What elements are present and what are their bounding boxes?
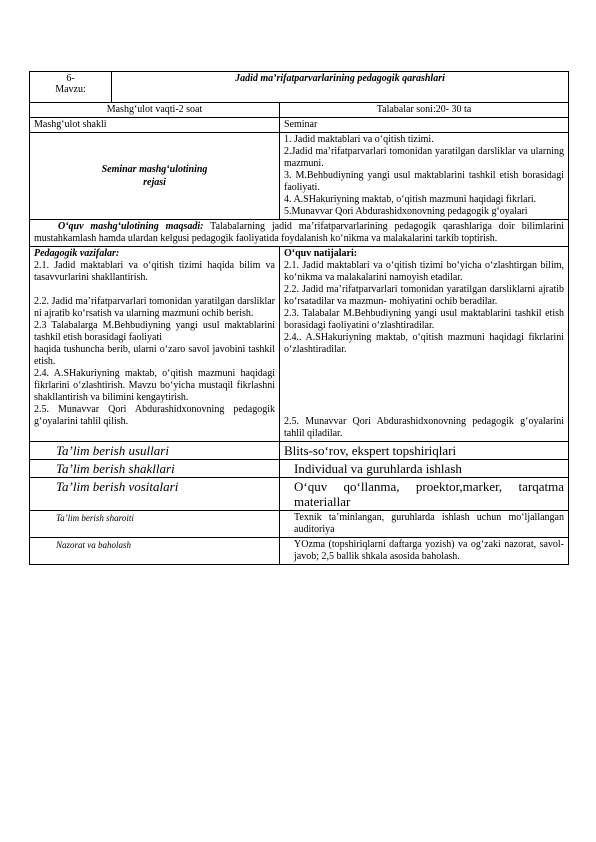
lesson-time: Mashg‘ulot vaqti-2 soat <box>30 103 280 118</box>
plan-list <box>280 133 569 220</box>
result-item: 2.2. Jadid ma’rifatparvarlari tomonidan yaratilgan darsliklarni ajratib ko‘rsatadilar va mazmun- mohiyatini ochib beradilar. <box>284 284 564 307</box>
form-row <box>30 118 569 133</box>
task-item: 2.1. Jadid maktablari va o‘qitish tizimi haqida bilim va tasavvurlarini shakllantirish. <box>34 260 275 283</box>
lesson-plan-table <box>29 71 569 565</box>
goal-label: O‘quv mashg‘ulotining maqsadi: <box>58 221 204 232</box>
plan-item: 4. A.SHakuriyning maktab, o‘qitish mazmuni haqidagi fikrlari. <box>284 194 537 205</box>
topic-label: Mavzu: <box>55 84 86 95</box>
goal-text: Talabalarning jadid ma’rifatparvarlarining pedagogik qarashlariga doir bilimlarini mustahkamlash hamda ulardan kelgusi pedagogik faoliyatida foydalanish ko‘nikma va malakalarini tarkib toptirish. <box>34 221 564 244</box>
assessment-row <box>30 538 569 565</box>
goal-cell <box>30 220 569 247</box>
lesson-form-label: Mashg‘ulot shakli <box>30 118 280 133</box>
plan-item: 5.Munavvar Qori Abdurashidxonovning pedagogik g‘oyalari <box>284 206 528 217</box>
tasks-results-row <box>30 247 569 442</box>
methods-row <box>30 442 569 460</box>
methods-value: Blits-so‘rov, ekspert topshiriqlari <box>280 442 569 460</box>
tools-label: Ta’lim berish vositalari <box>30 478 280 511</box>
topic-title: Jadid ma’rifatparvarlarining pedagogik qarashlari <box>112 72 569 103</box>
result-item: 2.1. Jadid maktablari va o‘qitish tizimi bo‘yicha o‘zlashtirgan bilim, ko‘nikma va malakalarini namoyish etadilar. <box>284 260 564 283</box>
plan-label-line2: rejasi <box>143 177 166 188</box>
result-item: 2.3. Talabalar M.Behbudiyning yangi usul maktablarini tashkil etish borasidagi faoliyatini o‘zlashtiradilar. <box>284 308 564 331</box>
plan-row <box>30 133 569 220</box>
conditions-row <box>30 511 569 538</box>
results-cell <box>280 247 569 442</box>
task-item: 2.3 Talabalarga M.Behbudiyning yangi usul maktablarini tashkil etish borasidagi faoliyati <box>34 320 275 343</box>
topic-number: 6- <box>66 73 75 84</box>
conditions-value: Texnik ta’minlangan, guruhlarda ishlash uchun mo‘ljallangan auditoriya <box>280 511 569 538</box>
forms-label: Ta’lim berish shakllari <box>30 460 280 478</box>
result-item: 2.4.. A.SHakuriyning maktab, o‘qitish mazmuni haqidagi fikrlarini o‘zlashtiradilar. <box>284 332 564 355</box>
forms-row <box>30 460 569 478</box>
results-heading: O‘quv natijalari: <box>284 248 358 259</box>
task-item: 2.5. Munavvar Qori Abdurashidxonovning pedagogik g‘oyalarini tahlil qilish. <box>34 404 275 427</box>
result-item: 2.5. Munavvar Qori Abdurashidxonovning pedagogik g‘oyalarini tahlil qiladilar. <box>284 416 564 439</box>
methods-label: Ta’lim berish usullari <box>30 442 280 460</box>
task-item: 2.2. Jadid ma’rifatparvarlari tomonidan yaratilgan darsliklar ni ajratib ko‘rsatish va ularning mazmuni ochib berish. <box>34 296 275 319</box>
task-item: 2.4. A.SHakuriyning maktab, o‘qitish mazmuni haqidagi fikrlarini o‘zlashtirish. Mavzu bo‘yicha mustaqil fikrlashni shakllantirish va bilimini kengaytirish. <box>34 368 275 403</box>
plan-label-line1: Seminar mashg‘ulotining <box>101 164 208 175</box>
assessment-value: YOzma (topshiriqlarni daftarga yozish) va og‘zaki nazorat, savol-javob; 2,5 ballik shkala asosida baholash. <box>280 538 569 565</box>
goal-row <box>30 220 569 247</box>
forms-value: Individual va guruhlarda ishlash <box>280 460 569 478</box>
plan-item: 3. M.Behbudiyning yangi usul maktablarini tashkil etish borasidagi faoliyati. <box>284 170 564 193</box>
lesson-form-value: Seminar <box>280 118 569 133</box>
topic-row <box>30 72 569 103</box>
plan-item: 2.Jadid ma’rifatparvarlari tomonidan yaratilgan darsliklar va ularning mazmuni. <box>284 146 564 169</box>
tasks-cell <box>30 247 280 442</box>
student-count: Talabalar soni:20- 30 ta <box>280 103 569 118</box>
conditions-label: Ta’lim berish sharoiti <box>30 511 280 538</box>
plan-label <box>30 133 280 220</box>
tools-row <box>30 478 569 511</box>
topic-number-cell <box>30 72 112 103</box>
task-item: haqida tushuncha berib, ularni o‘zaro savol javobini tashkil etish. <box>34 344 275 367</box>
tools-value: O‘quv qo‘llanma, proektor,marker, tarqatma materiallar <box>280 478 569 511</box>
tasks-heading: Pedagogik vazifalar: <box>34 248 120 259</box>
hours-row <box>30 103 569 118</box>
assessment-label: Nazorat va baholash <box>30 538 280 565</box>
plan-item: 1. Jadid maktablari va o‘qitish tizimi. <box>284 134 434 145</box>
